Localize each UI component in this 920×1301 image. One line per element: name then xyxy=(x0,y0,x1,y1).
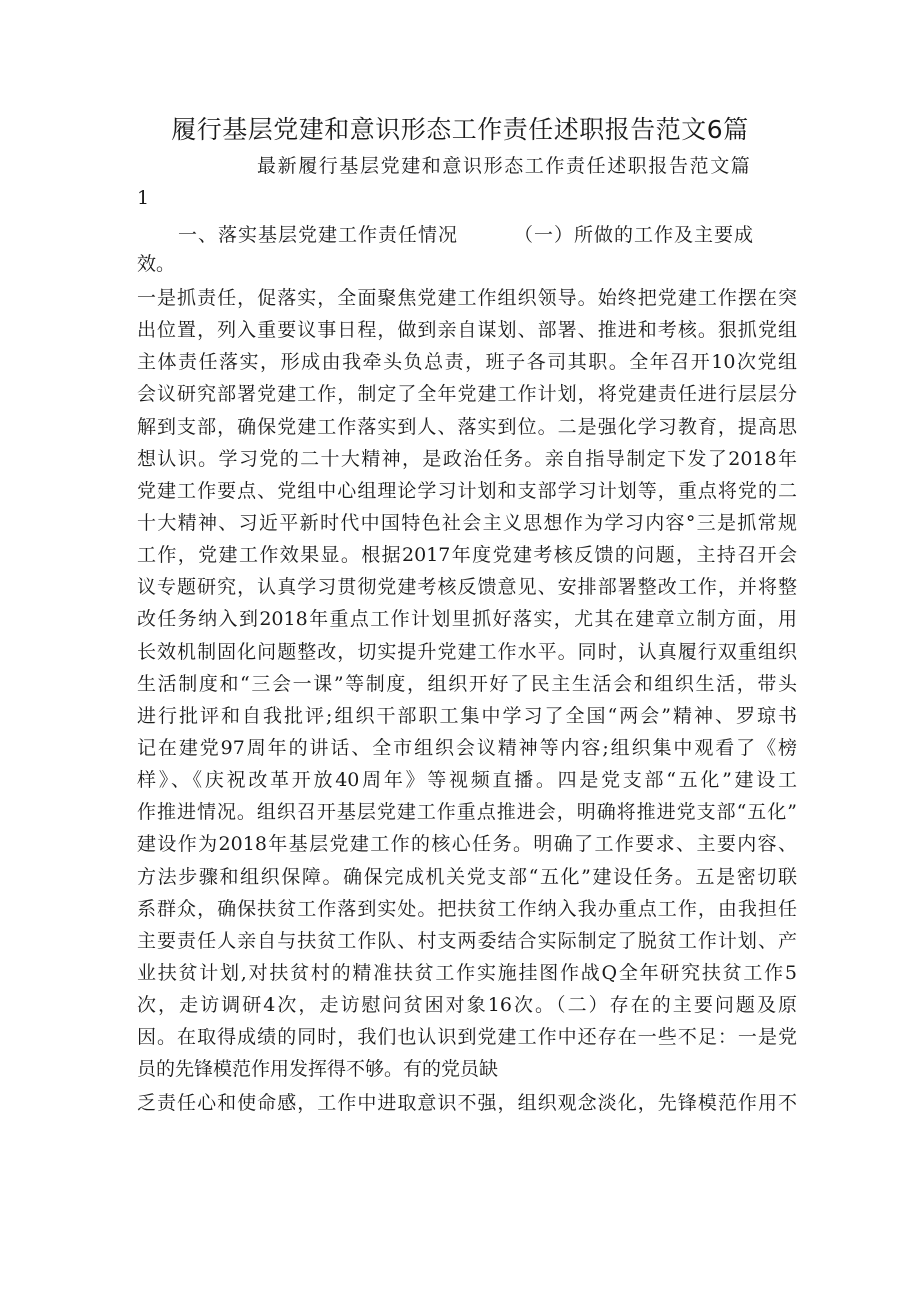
body-line: 议专题研究，认真学习贯彻党建考核反馈意见、安排部署整改工作，并将整 xyxy=(137,576,797,598)
body-line: 记在建党97周年的讲话、全市组织会议精神等内容;组织集中观看了《榜 xyxy=(137,737,797,759)
body-line: 作推进情况。组织召开基层党建工作重点推进会，明确将推进党支部“五化” xyxy=(137,801,797,823)
body-line: 进行批评和自我批评;组织干部职工集中学习了全国“两会”精神、罗琼书 xyxy=(137,705,797,727)
body-line: 次，走访调研4次，走访慰问贫困对象16次。（二）存在的主要问题及原 xyxy=(137,994,797,1016)
body-line: 主要责任人亲自与扶贫工作队、村支两委结合实际制定了脱贫工作计划、产 xyxy=(137,930,797,952)
body-line: 效。 xyxy=(137,253,176,275)
document-title: 履行基层党建和意识形态工作责任述职报告范文6篇 xyxy=(171,115,749,144)
body-line: 系群众，确保扶贫工作落到实处。把扶贫工作纳入我办重点工作，由我担任 xyxy=(137,898,797,920)
body-line: 工作，党建工作效果显。根据2017年度党建考核反馈的问题，主持召开会 xyxy=(137,544,797,566)
body-line: 方法步骤和组织保障。确保完成机关党支部“五化”建设任务。五是密切联 xyxy=(137,866,797,888)
body-line: 生活制度和“三会一课”等制度，组织开好了民主生活会和组织生活，带头 xyxy=(137,673,797,695)
section-heading-left: 一、落实基层党建工作责任情况 xyxy=(178,224,459,246)
body-line: 样》、《庆祝改革开放40周年》等视频直播。四是党支部“五化”建设工 xyxy=(137,769,797,791)
body-line: 党建工作要点、党组中心组理论学习计划和支部学习计划等，重点将党的二 xyxy=(137,480,797,502)
body-line: 因。在取得成绩的同时，我们也认识到党建工作中还存在一些不足：一是党 xyxy=(137,1026,797,1048)
body-line: 员的先锋模范作用发挥得不够。有的党员缺 xyxy=(137,1058,499,1080)
body-line: 十大精神、习近平新时代中国特色社会主义思想作为学习内容°三是抓常规 xyxy=(137,512,797,534)
body-line: 解到支部，确保党建工作落实到人、落实到位。二是强化学习教育，提高思 xyxy=(137,416,797,438)
body-line: 主体责任落实，形成由我牵头负总责，班子各司其职。全年召开10次党组 xyxy=(137,351,797,373)
section-heading xyxy=(178,220,754,247)
body-line: 会议研究部署党建工作，制定了全年党建工作计划，将党建责任进行层层分 xyxy=(137,383,797,405)
section-heading-right: （一）所做的工作及主要成 xyxy=(514,224,755,246)
body-line: 长效机制固化问题整改，切实提升党建工作水平。同时，认真履行双重组织 xyxy=(137,641,797,663)
body-line: 乏责任心和使命感，工作中进取意识不强，组织观念淡化，先锋模范作用不 xyxy=(137,1092,797,1114)
body-line: 业扶贫计划,对扶贫村的精准扶贫工作实施挂图作战Q全年研究扶贫工作5 xyxy=(137,962,797,984)
body-line: 建设作为2018年基层党建工作的核心任务。明确了工作要求、主要内容、 xyxy=(137,833,797,855)
subtitle-number: 1 xyxy=(137,187,150,209)
body-line: 一是抓责任，促落实，全面聚焦党建工作组织领导。始终把党建工作摆在突 xyxy=(137,287,797,309)
body-line: 出位置，列入重要议事日程，做到亲自谋划、部署、推进和考核。狠抓党组 xyxy=(137,319,797,341)
body-line: 改任务纳入到2018年重点工作计划里抓好落实，尤其在建章立制方面，用 xyxy=(137,608,797,630)
document-subtitle: 最新履行基层党建和意识形态工作责任述职报告范文篇 xyxy=(257,155,752,177)
body-line: 想认识。学习党的二十大精神，是政治任务。亲自指导制定下发了2018年 xyxy=(137,448,797,470)
